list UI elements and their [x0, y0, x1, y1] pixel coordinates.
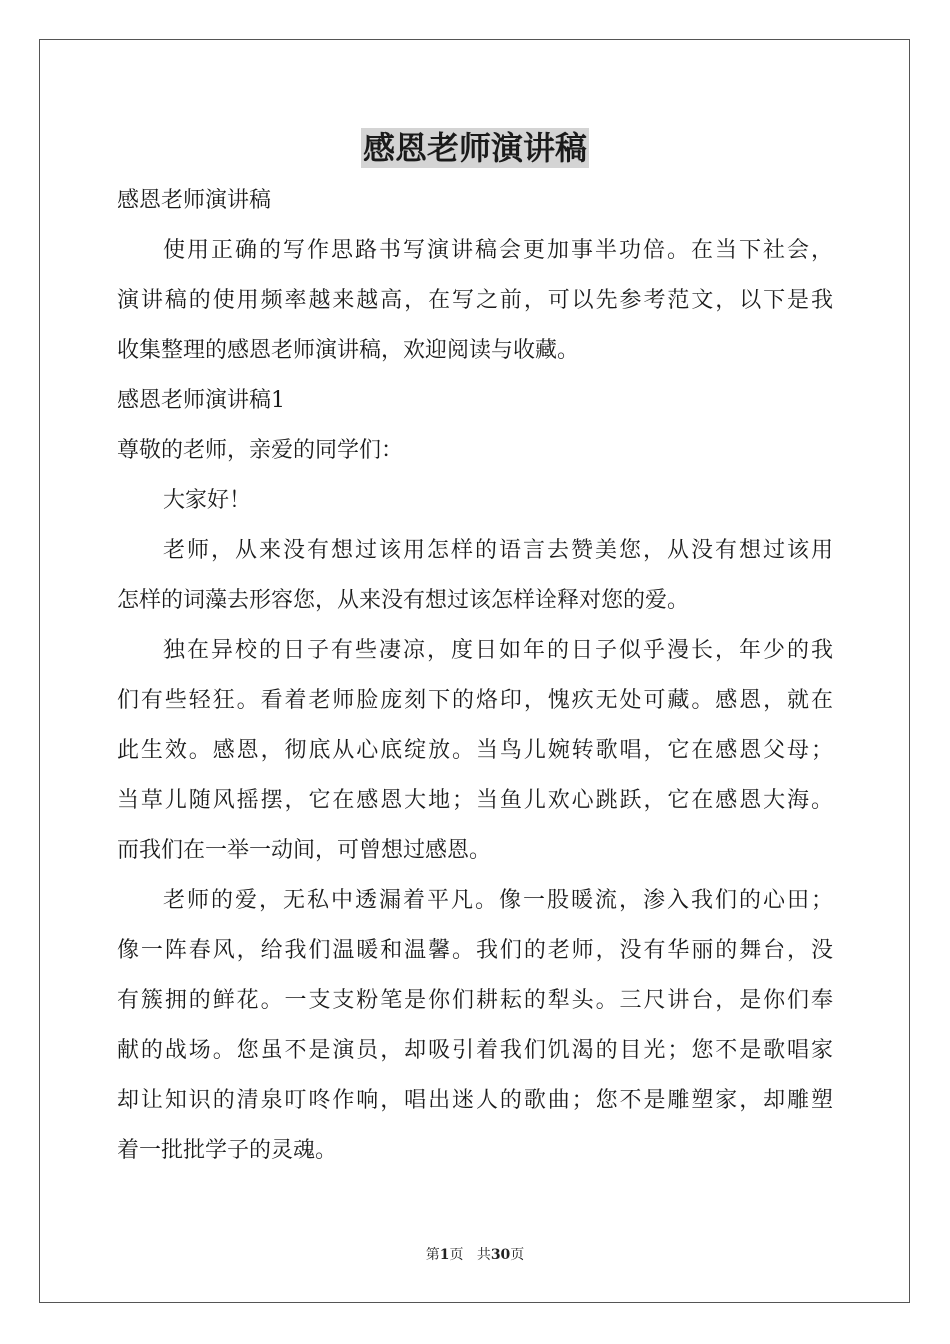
page-prefix: 第: [425, 1247, 440, 1263]
body-line: 收集整理的感恩老师演讲稿，欢迎阅读与收藏。: [117, 338, 580, 363]
body-line: 却让知识的清泉叮咚作响，唱出迷人的歌曲；您不是雕塑家，却雕塑: [117, 1088, 833, 1113]
total-pages: 30: [490, 1247, 511, 1263]
body-line: 独在异校的日子有些凄凉，度日如年的日子似乎漫长，年少的我: [163, 638, 833, 663]
body-line: 使用正确的写作思路书写演讲稿会更加事半功倍。在当下社会，: [163, 238, 833, 263]
body-line: 演讲稿的使用频率越来越高，在写之前，可以先参考范文，以下是我: [117, 288, 833, 313]
total-suffix: 页: [510, 1247, 525, 1263]
salutation: 尊敬的老师，亲爱的同学们：: [117, 438, 404, 463]
body-line: 怎样的词藻去形容您，从来没有想过该怎样诠释对您的爱。: [117, 588, 690, 613]
document-title: 感恩老师演讲稿: [362, 129, 587, 167]
body-line: 老师，从来没有想过该用怎样的语言去赞美您，从没有想过该用: [163, 538, 833, 563]
body-line: 着一批批学子的灵魂。: [117, 1138, 338, 1163]
body-line: 有簇拥的鲜花。一支支粉笔是你们耕耘的犁头。三尺讲台，是你们奉: [117, 988, 833, 1013]
body-line: 感恩老师演讲稿: [117, 188, 272, 213]
greeting: 大家好！: [163, 488, 252, 513]
body-line: 献的战场。您虽不是演员，却吸引着我们饥渴的目光；您不是歌唱家: [117, 1038, 833, 1063]
document-body: [117, 176, 833, 1176]
page-footer: [0, 1245, 950, 1265]
page-suffix: 页: [449, 1247, 464, 1263]
section-heading: 感恩老师演讲稿1: [117, 388, 285, 413]
body-line: 们有些轻狂。看着老师脸庞刻下的烙印，愧疚无处可藏。感恩，就在: [117, 688, 833, 713]
body-line: 像一阵春风，给我们温暖和温馨。我们的老师，没有华丽的舞台，没: [117, 938, 833, 963]
title-container: [0, 128, 950, 168]
body-line: 而我们在一举一动间，可曾想过感恩。: [117, 838, 492, 863]
body-line: 老师的爱，无私中透漏着平凡。像一股暖流，渗入我们的心田；: [163, 888, 833, 913]
total-prefix: 共: [476, 1247, 491, 1263]
page-number: 1: [439, 1247, 450, 1263]
body-line: 此生效。感恩，彻底从心底绽放。当鸟儿婉转歌唱，它在感恩父母；: [117, 738, 833, 763]
body-line: 当草儿随风摇摆，它在感恩大地；当鱼儿欢心跳跃，它在感恩大海。: [117, 788, 833, 813]
